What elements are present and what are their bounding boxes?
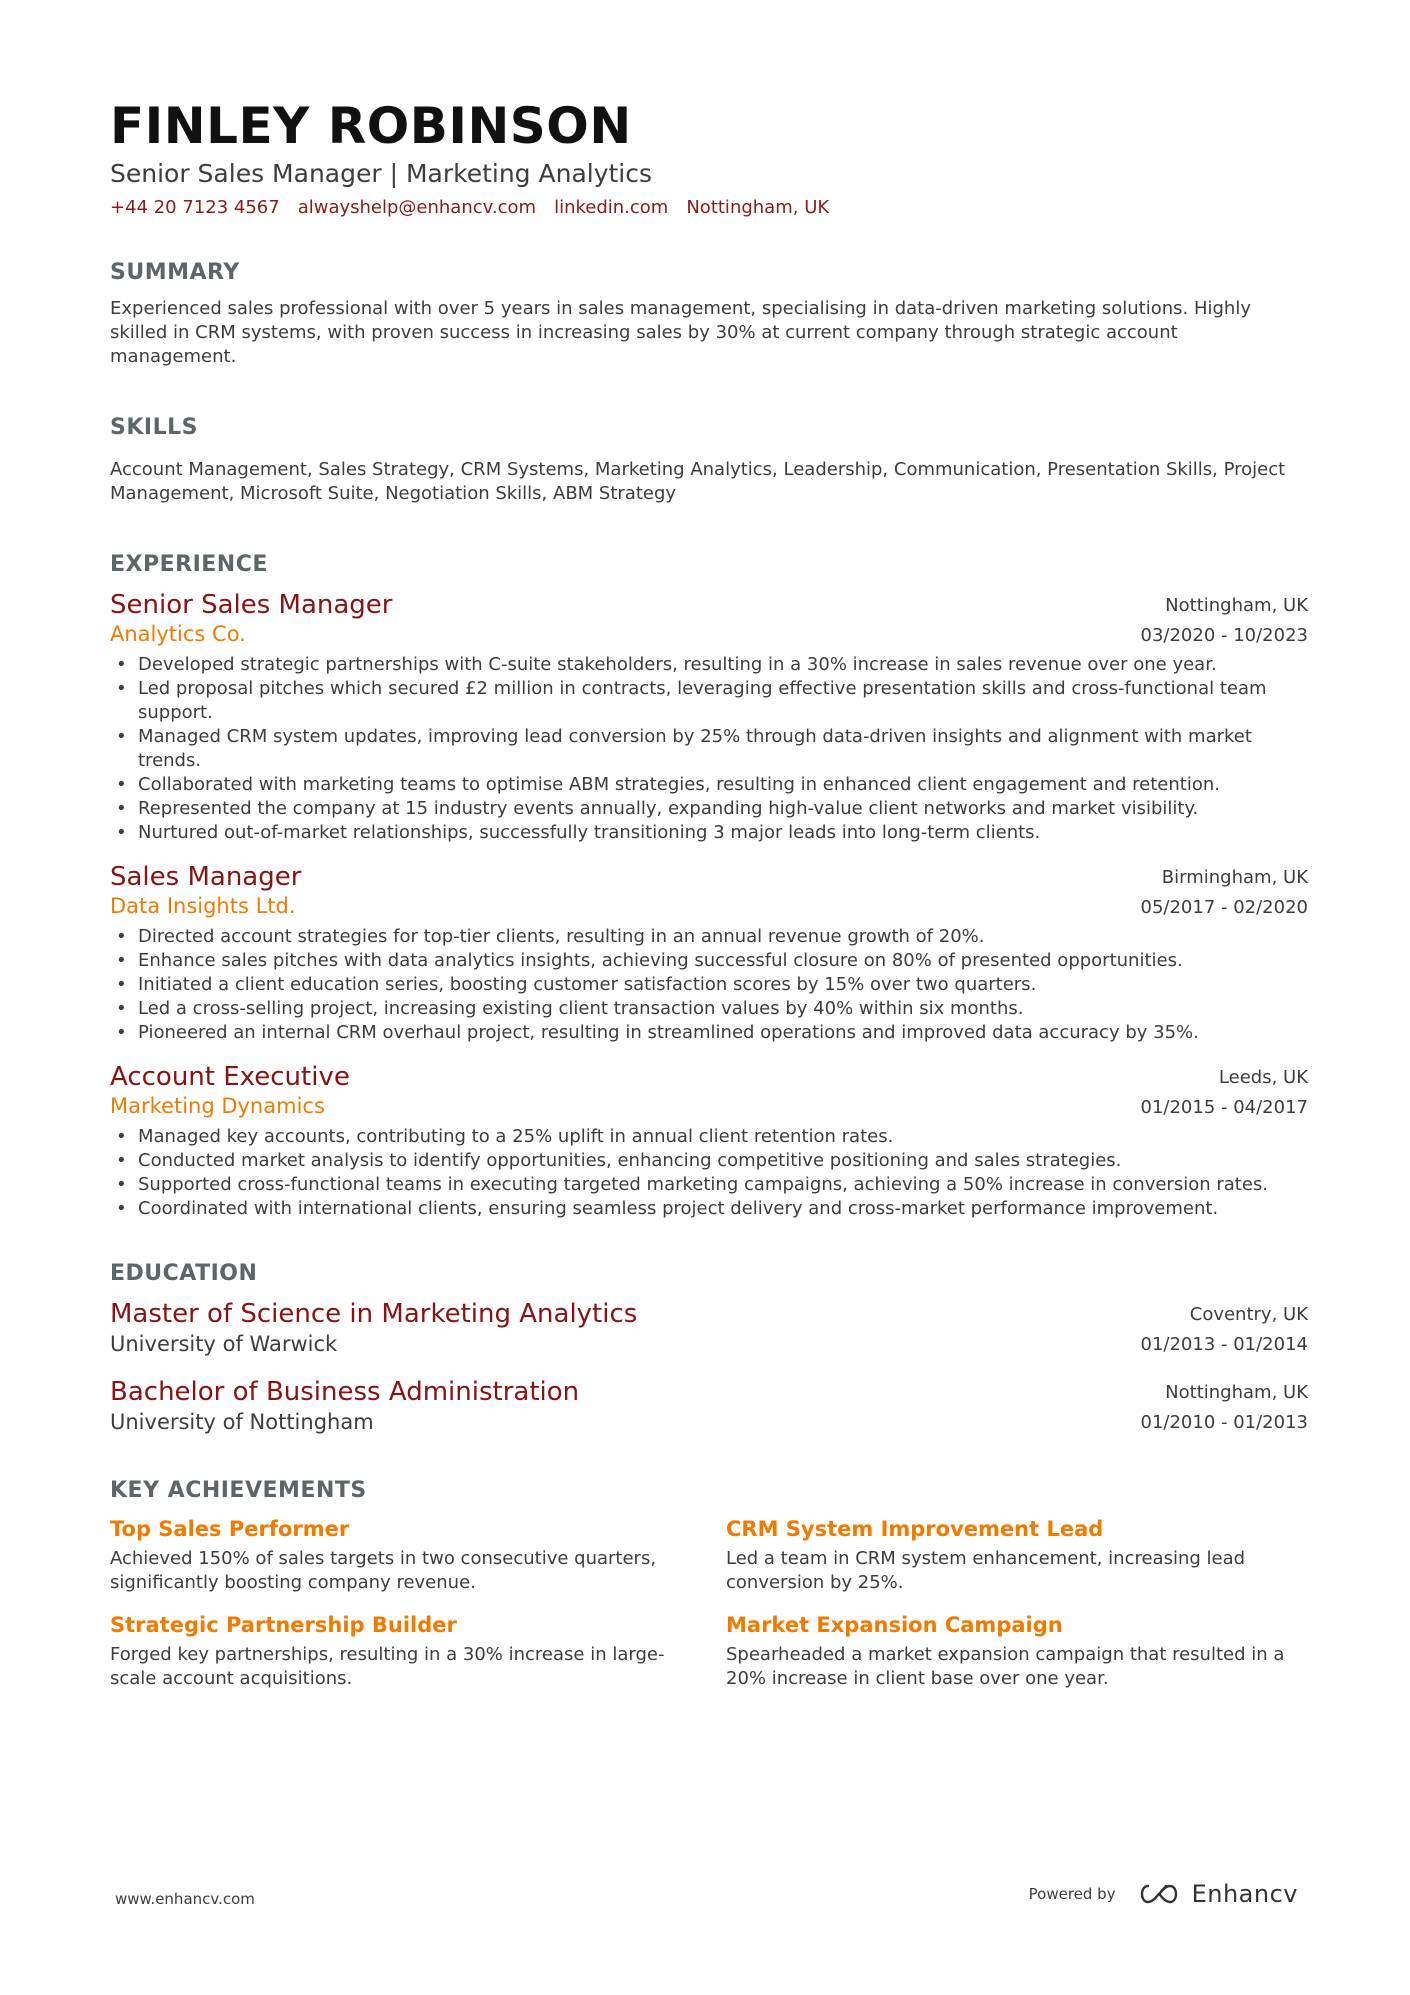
job-entry — [110, 1061, 1308, 1221]
job-company: Analytics Co. — [110, 622, 246, 646]
achievement-desc: Achieved 150% of sales targets in two consecutive quarters, significantly boosting company revenue. — [110, 1548, 657, 1593]
achievement-name: Strategic Partnership Builder — [110, 1613, 457, 1637]
job-company: Marketing Dynamics — [110, 1094, 325, 1118]
footer-website[interactable]: www.enhancv.com — [115, 1890, 255, 1908]
education-location: Nottingham, UK — [1165, 1382, 1308, 1403]
achievements-grid — [110, 1515, 1308, 1691]
brand-logo[interactable] — [1136, 1880, 1298, 1908]
job-entry — [110, 861, 1308, 1045]
job-location: Leeds, UK — [1218, 1067, 1308, 1088]
job-bullets — [110, 925, 1308, 1045]
location: Nottingham, UK — [686, 197, 830, 218]
job-meta — [1141, 1063, 1309, 1123]
job-bullet: • Supported cross-functional teams in executing targeted marketing campaigns, achieving a 50% increase in conversion rates. — [110, 1173, 1308, 1197]
job-bullet: • Managed key accounts, contributing to a 25% uplift in annual client retention rates. — [110, 1125, 1308, 1149]
job-bullet: • Conducted market analysis to identify opportunities, enhancing competitive positioning and sales strategies. — [110, 1149, 1308, 1173]
phone-number[interactable]: +44 20 7123 4567 — [110, 197, 280, 218]
skills-list: Account Management, Sales Strategy, CRM Systems, Marketing Analytics, Leadership, Communication, Presentation Skills, Project Management, Microsoft Suite, Negotiation Skills, ABM Strategy — [110, 459, 1286, 504]
achievement-desc: Forged key partnerships, resulting in a 30% increase in large-scale account acquisitions. — [110, 1644, 665, 1689]
candidate-name: FINLEY ROBINSON — [110, 97, 632, 155]
job-bullet: • Pioneered an internal CRM overhaul project, resulting in streamlined operations and improved data accuracy by 35%. — [110, 1021, 1308, 1045]
job-bullet: • Collaborated with marketing teams to optimise ABM strategies, resulting in enhanced client engagement and retention. — [110, 773, 1308, 797]
summary-text: Experienced sales professional with over 5 years in sales management, specialising in data-driven marketing solutions. Highly skilled in CRM systems, with proven success in increasing sales by 30% at current company through strategic account management. — [110, 298, 1251, 367]
candidate-title: Senior Sales Manager | Marketing Analytics — [110, 159, 653, 188]
job-meta — [1141, 863, 1309, 923]
job-role: Senior Sales Manager — [110, 590, 393, 620]
job-role: Sales Manager — [110, 862, 302, 892]
powered-by-label: Powered by — [1028, 1885, 1116, 1903]
job-entry — [110, 589, 1308, 845]
achievement-name: Top Sales Performer — [110, 1517, 350, 1541]
summary-heading: SUMMARY — [110, 260, 240, 285]
education-dates: 01/2010 - 01/2013 — [1140, 1412, 1308, 1433]
achievements-heading: KEY ACHIEVEMENTS — [110, 1478, 367, 1503]
job-role: Account Executive — [110, 1062, 350, 1092]
achievement-item — [110, 1611, 726, 1691]
job-meta — [1141, 591, 1309, 651]
job-dates: 03/2020 - 10/2023 — [1140, 625, 1308, 646]
job-location: Birmingham, UK — [1161, 867, 1308, 888]
experience-heading: EXPERIENCE — [110, 552, 268, 577]
achievement-item — [110, 1515, 726, 1595]
education-meta — [1141, 1300, 1309, 1360]
contact-info — [110, 196, 1308, 220]
education-meta — [1141, 1378, 1309, 1438]
education-degree: Master of Science in Marketing Analytics — [110, 1299, 638, 1329]
job-dates: 01/2015 - 04/2017 — [1140, 1097, 1308, 1118]
job-company: Data Insights Ltd. — [110, 894, 296, 918]
job-bullet: • Enhance sales pitches with data analytics insights, achieving successful closure on 80% of presented opportunities. — [110, 949, 1308, 973]
education-location: Coventry, UK — [1189, 1304, 1308, 1325]
achievement-desc: Led a team in CRM system enhancement, increasing lead conversion by 25%. — [726, 1548, 1246, 1593]
footer-branding — [1029, 1880, 1298, 1908]
achievement-item — [726, 1611, 1308, 1691]
job-bullet: • Coordinated with international clients, ensuring seamless project delivery and cross-market performance improvement. — [110, 1197, 1308, 1221]
enhancv-logo-icon — [1136, 1882, 1182, 1906]
job-dates: 05/2017 - 02/2020 — [1140, 897, 1308, 918]
job-bullet: • Managed CRM system updates, improving lead conversion by 25% through data-driven insights and alignment with market trends. — [110, 725, 1308, 773]
achievement-name: CRM System Improvement Lead — [726, 1517, 1104, 1541]
education-school: University of Warwick — [110, 1332, 338, 1356]
job-location: Nottingham, UK — [1165, 595, 1308, 616]
achievement-item — [726, 1515, 1308, 1595]
job-bullets — [110, 1125, 1308, 1221]
job-bullet: • Represented the company at 15 industry events annually, expanding high-value client networks and market visibility. — [110, 797, 1308, 821]
achievement-name: Market Expansion Campaign — [726, 1613, 1063, 1637]
education-school: University of Nottingham — [110, 1410, 374, 1434]
job-bullet: • Led proposal pitches which secured £2 million in contracts, leveraging effective presentation skills and cross-functional team support. — [110, 677, 1308, 725]
job-bullet: • Developed strategic partnerships with C-suite stakeholders, resulting in a 30% increase in sales revenue over one year. — [110, 653, 1308, 677]
email-address[interactable]: alwayshelp@enhancv.com — [297, 197, 537, 218]
education-entry — [110, 1298, 1308, 1358]
education-dates: 01/2013 - 01/2014 — [1140, 1334, 1308, 1355]
education-degree: Bachelor of Business Administration — [110, 1377, 580, 1407]
achievement-desc: Spearheaded a market expansion campaign that resulted in a 20% increase in client base over one year. — [726, 1644, 1285, 1689]
brand-name: Enhancv — [1191, 1880, 1298, 1908]
job-bullet: • Led a cross-selling project, increasing existing client transaction values by 40% within six months. — [110, 997, 1308, 1021]
job-bullet: • Nurtured out-of-market relationships, successfully transitioning 3 major leads into long-term clients. — [110, 821, 1308, 845]
education-heading: EDUCATION — [110, 1261, 258, 1286]
linkedin-link[interactable]: linkedin.com — [554, 197, 669, 218]
job-bullet: • Initiated a client education series, boosting customer satisfaction scores by 15% over two quarters. — [110, 973, 1308, 997]
skills-heading: SKILLS — [110, 415, 198, 440]
job-bullets — [110, 653, 1308, 845]
education-entry — [110, 1376, 1308, 1436]
job-bullet: • Directed account strategies for top-tier clients, resulting in an annual revenue growth of 20%. — [110, 925, 1308, 949]
resume-page — [110, 96, 1308, 1691]
